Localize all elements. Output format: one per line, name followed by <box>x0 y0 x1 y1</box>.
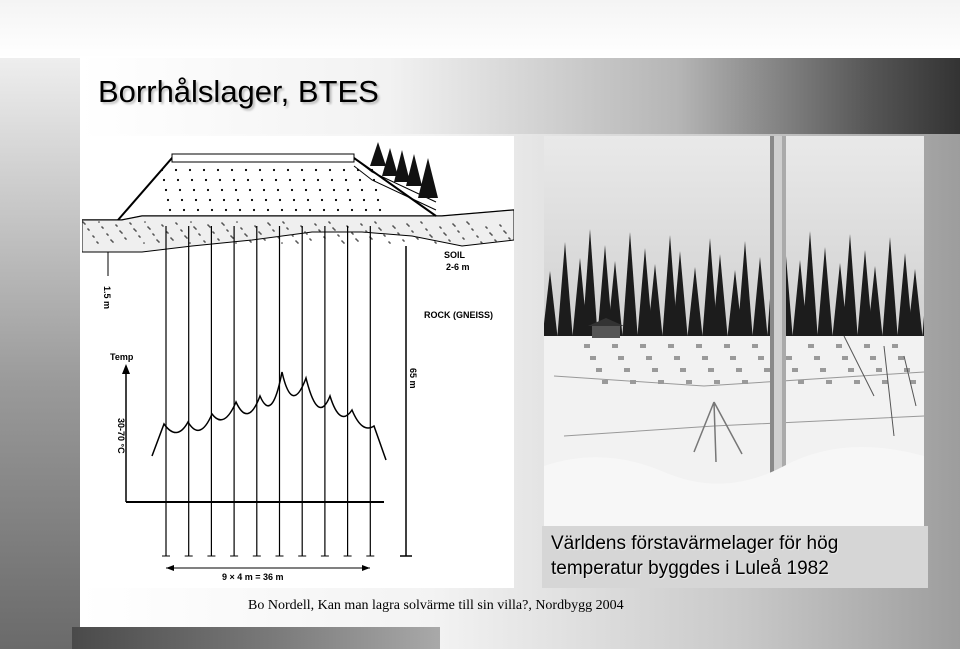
photo-caption-line-1: Världens förstavärmelager för hög <box>551 533 839 554</box>
source-citation: Bo Nordell, Kan man lagra solvärme till sin villa?, Nordbygg 2004 <box>248 598 624 613</box>
depth-label: 65 m <box>408 368 418 389</box>
slide-title: Borrhålslager, BTES <box>98 74 379 109</box>
photo-caption-line-2: temperatur byggdes i Luleå 1982 <box>551 558 829 579</box>
tree-icon <box>370 142 438 198</box>
soil-label: SOIL <box>444 250 466 260</box>
width-label: 9 × 4 m = 36 m <box>222 572 284 582</box>
temp-range-label: 30-70 °C <box>116 418 126 454</box>
temp-axis-label: Temp <box>110 352 134 362</box>
storage-site-photo <box>544 136 924 526</box>
boreholes <box>162 226 374 556</box>
storage-top-dots <box>161 169 381 211</box>
rock-label: ROCK (GNEISS) <box>424 310 494 320</box>
borehole-diagram <box>82 136 514 588</box>
soil-depth-label: 2-6 m <box>446 262 470 272</box>
bottom-bar <box>72 627 440 649</box>
left-band <box>0 58 80 649</box>
depth-top-label: 1.5 m <box>102 286 112 310</box>
top-band <box>0 0 960 58</box>
